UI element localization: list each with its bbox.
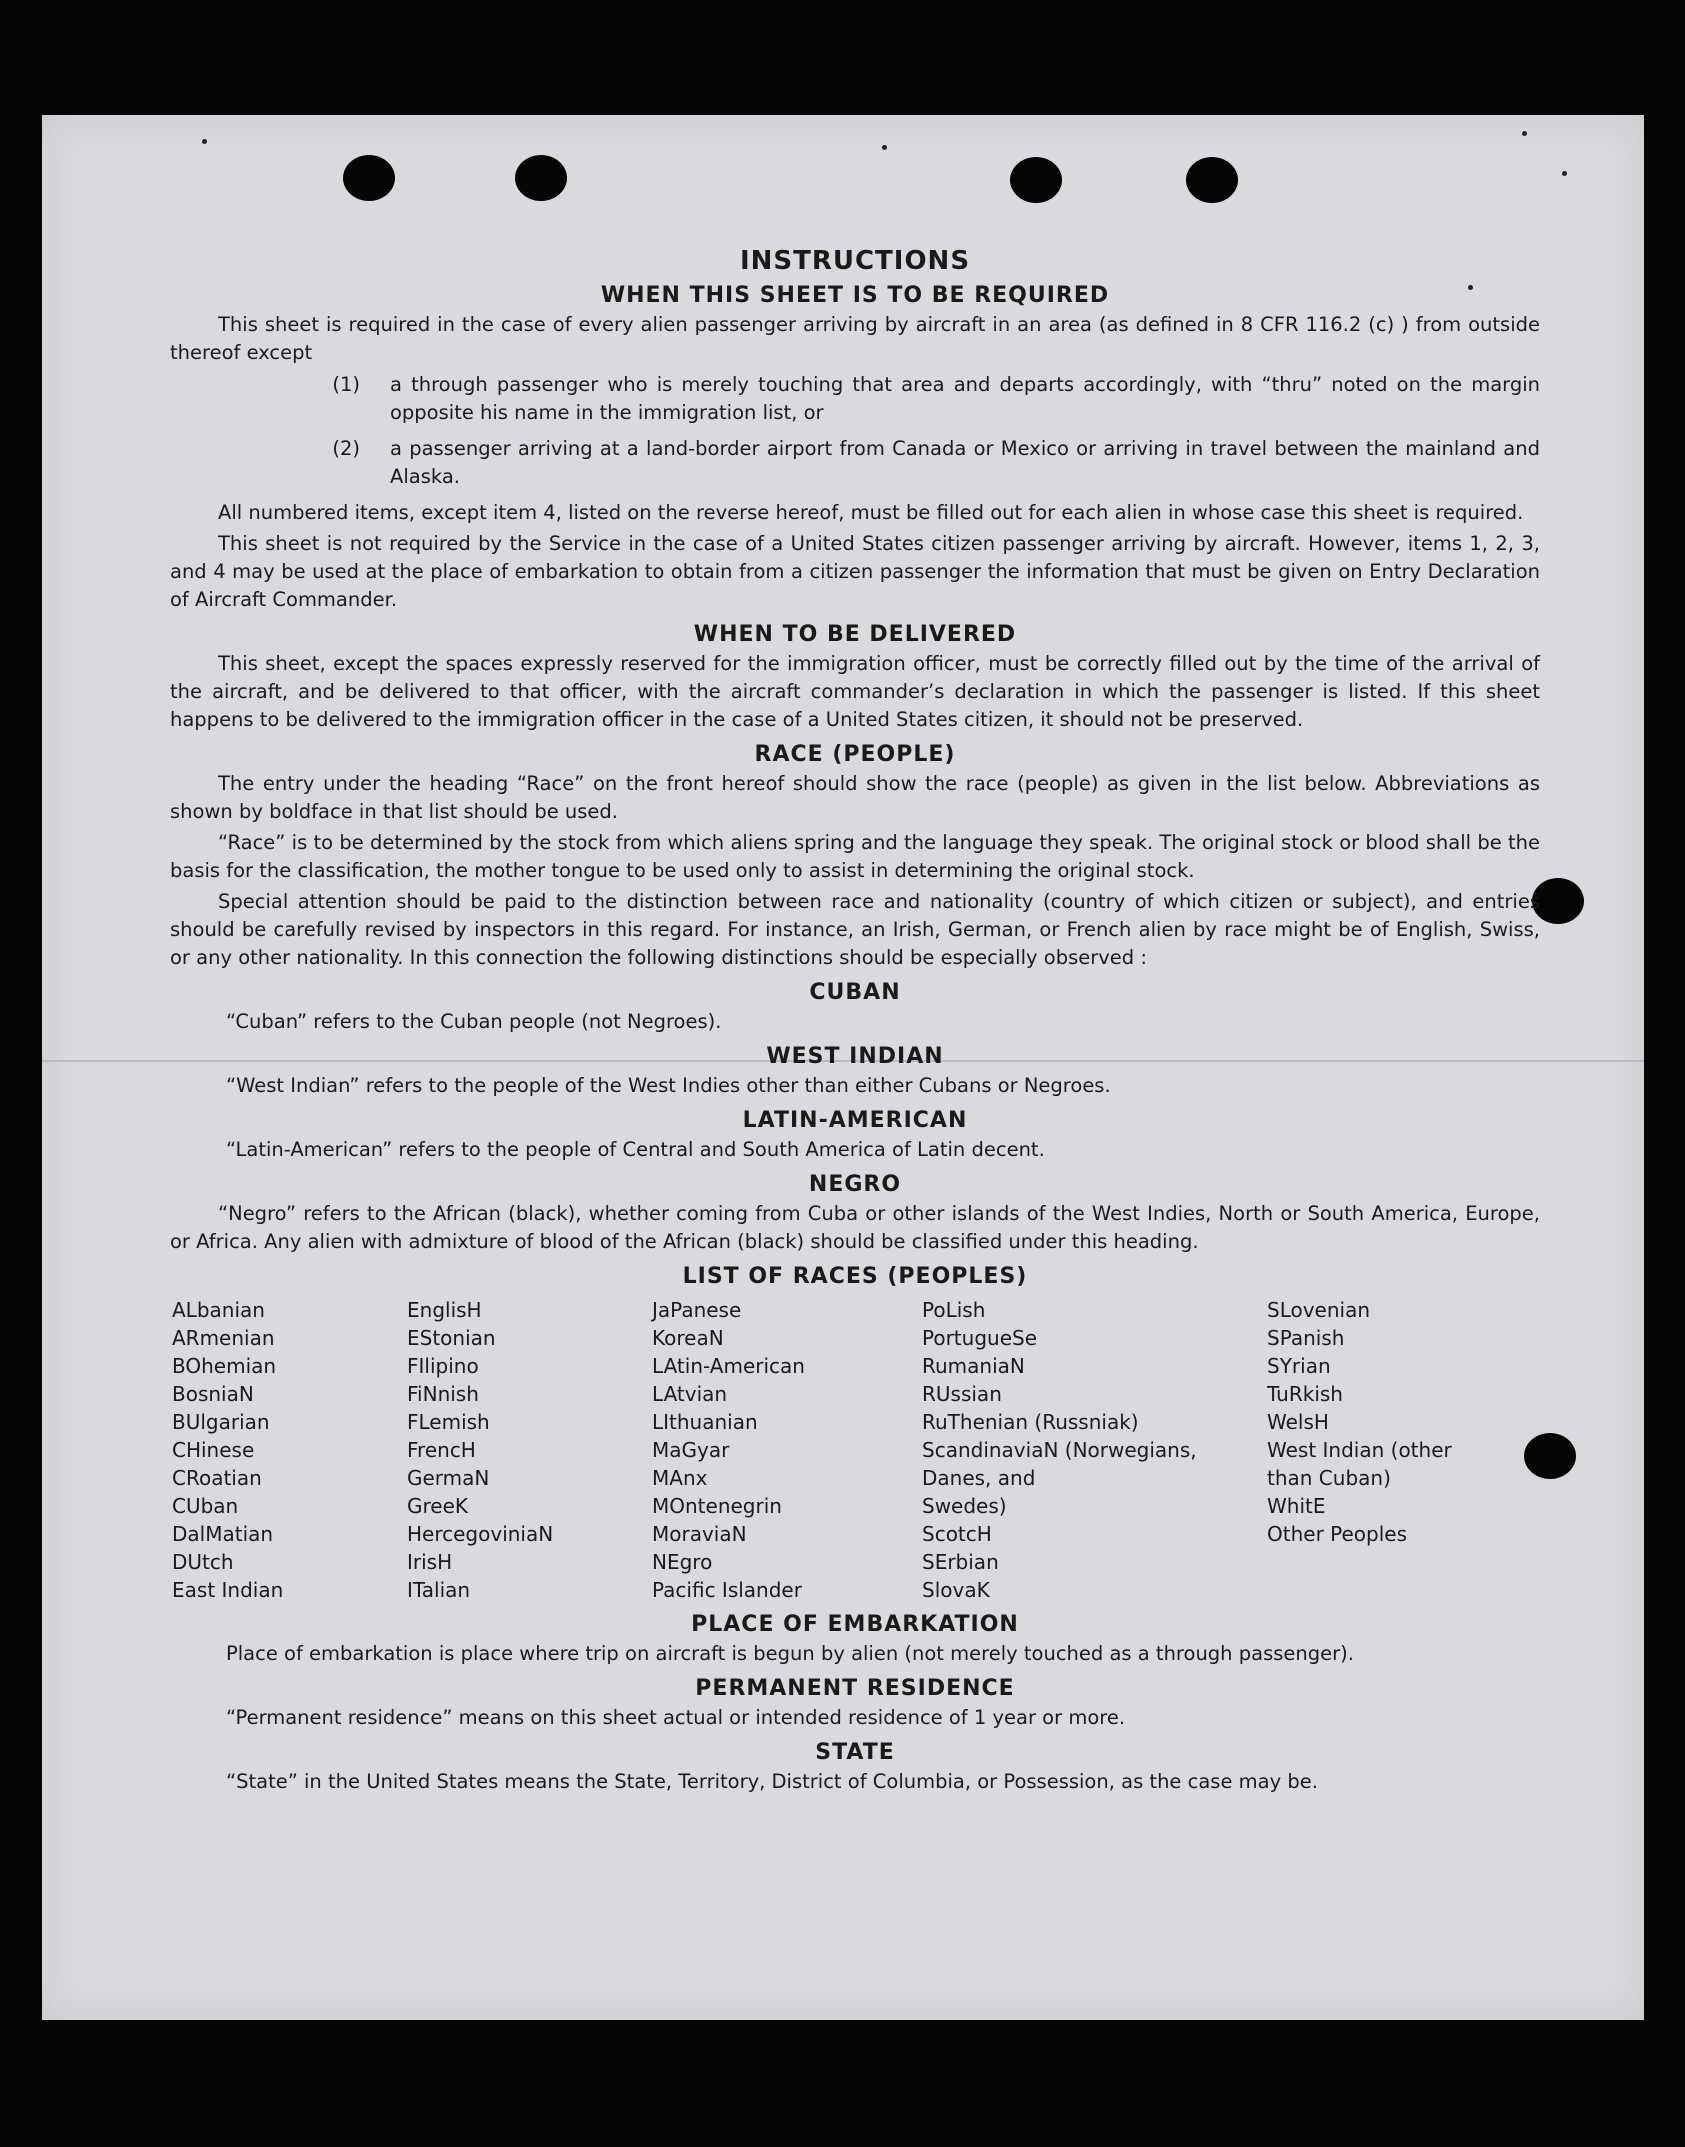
race-entry: SYrian: [1267, 1354, 1331, 1378]
race-entry: ScandinaviaN (Norwegians,: [922, 1438, 1197, 1462]
exception-item: [170, 371, 1540, 427]
race-entry: SLovenian: [1267, 1298, 1371, 1322]
race-entry: EStonian: [407, 1326, 496, 1350]
race-entry: BUlgarian: [172, 1410, 270, 1434]
race-entry: FrencH: [407, 1438, 476, 1462]
item-number: (2): [332, 437, 360, 460]
race-entry: CHinese: [172, 1438, 255, 1462]
exception-item: [170, 435, 1540, 491]
race-entry: DalMatian: [172, 1522, 274, 1546]
required-paragraph: All numbered items, except item 4, listed on the reverse hereof, must be filled out for each alien in whose case this sheet is required.: [218, 501, 1524, 524]
races-column: [172, 1296, 407, 1604]
west-indian-definition: “West Indian” refers to the people of the West Indies other than either Cubans or Negroes.: [226, 1074, 1111, 1097]
race-entry: JaPanese: [652, 1298, 742, 1322]
race-entry: MOntenegrin: [652, 1494, 782, 1518]
race-paragraph: The entry under the heading “Race” on the front hereof should show the race (people) as given in the list below. Abbreviations as shown by boldface in that list should be used.: [170, 772, 1540, 823]
section-heading-delivered: WHEN TO BE DELIVERED: [693, 622, 1017, 647]
race-entry: EnglisH: [407, 1298, 482, 1322]
race-entry: WhitE: [1267, 1494, 1326, 1518]
section-heading-embarkation: PLACE OF EMBARKATION: [691, 1612, 1019, 1637]
section-heading-required: WHEN THIS SHEET IS TO BE REQUIRED: [600, 283, 1110, 308]
race-entry: BosniaN: [172, 1382, 254, 1406]
race-entry: RUssian: [922, 1382, 1002, 1406]
race-entry: PortugueSe: [922, 1326, 1037, 1350]
race-entry: WelsH: [1267, 1410, 1329, 1434]
item-number: (1): [332, 373, 360, 396]
race-entry: PoLish: [922, 1298, 986, 1322]
section-heading-race: RACE (PEOPLE): [754, 742, 956, 767]
race-paragraph: “Race” is to be determined by the stock from which aliens spring and the language they speak. The original stock or blood shall be the basis for the classification, the mother tongue to be used only to assist in determining the original stock.: [170, 831, 1540, 882]
race-entry: MaGyar: [652, 1438, 730, 1462]
section-heading-residence: PERMANENT RESIDENCE: [695, 1676, 1015, 1701]
negro-definition: “Negro” refers to the African (black), whether coming from Cuba or other islands of the West Indies, North or South America, Europe, or Africa. Any alien with admixture of blood of the African (black) should be classified under this heading.: [170, 1202, 1540, 1253]
races-list: [172, 1296, 1540, 1604]
race-entry: Danes, and: [922, 1466, 1036, 1490]
race-entry: GreeK: [407, 1494, 469, 1518]
punch-hole: [1186, 157, 1238, 203]
race-entry: CUban: [172, 1494, 239, 1518]
race-entry: GermaN: [407, 1466, 490, 1490]
races-column: [1267, 1296, 1517, 1604]
required-paragraph: This sheet is not required by the Service in the case of a United States citizen passenger arriving by aircraft. However, items 1, 2, 3, and 4 may be used at the place of embarkation to obtain from a citizen passenger the information that must be given on Entry Declaration of Aircraft Commander.: [170, 532, 1540, 611]
race-paragraph: Special attention should be paid to the distinction between race and nationality (country of which citizen or subject), and entries should be carefully revised by inspectors in this regard. For instance, an Irish, German, or French alien by race might be of English, Swiss, or any other nationality. In this connection the following distinctions should be especially observed :: [170, 890, 1540, 969]
race-entry: West Indian (other: [1267, 1438, 1452, 1462]
residence-definition: “Permanent residence” means on this sheet actual or intended residence of 1 year or more.: [226, 1706, 1126, 1729]
race-entry: SPanish: [1267, 1326, 1345, 1350]
punch-hole: [515, 155, 567, 201]
race-entry: SErbian: [922, 1550, 999, 1574]
race-entry: FIlipino: [407, 1354, 479, 1378]
race-entry: IrisH: [407, 1550, 453, 1574]
race-entry: RumaniaN: [922, 1354, 1025, 1378]
section-heading-list-of-races: LIST OF RACES (PEOPLES): [682, 1264, 1028, 1289]
races-column: [922, 1296, 1267, 1604]
embarkation-definition: Place of embarkation is place where trip on aircraft is begun by alien (not merely touched as a through passenger).: [226, 1642, 1354, 1665]
race-entry: ScotcH: [922, 1522, 992, 1546]
race-entry: CRoatian: [172, 1466, 262, 1490]
speck: [1522, 131, 1527, 136]
race-entry: FLemish: [407, 1410, 490, 1434]
races-column: [652, 1296, 922, 1604]
race-entry: ALbanian: [172, 1298, 265, 1322]
race-entry: ARmenian: [172, 1326, 275, 1350]
cuban-definition: “Cuban” refers to the Cuban people (not Negroes).: [226, 1010, 722, 1033]
state-definition: “State” in the United States means the State, Territory, District of Columbia, or Possession, as the case may be.: [226, 1770, 1318, 1793]
section-heading-cuban: CUBAN: [809, 980, 901, 1005]
race-entry: Other Peoples: [1267, 1522, 1408, 1546]
race-entry: Pacific Islander: [652, 1578, 802, 1602]
race-entry: BOhemian: [172, 1354, 277, 1378]
race-entry: RuThenian (Russniak): [922, 1410, 1139, 1434]
race-entry: KoreaN: [652, 1326, 724, 1350]
required-intro: This sheet is required in the case of every alien passenger arriving by aircraft in an area (as defined in 8 CFR 116.2 (c) ) from outside thereof except: [170, 313, 1540, 364]
race-entry: than Cuban): [1267, 1466, 1391, 1490]
races-column: [407, 1296, 652, 1604]
race-entry: HercegoviniaN: [407, 1522, 554, 1546]
speck: [882, 145, 887, 150]
delivered-paragraph: This sheet, except the spaces expressly reserved for the immigration officer, must be correctly filled out by the time of the arrival of the aircraft, and be delivered to that officer, with the aircraft commander’s declaration in which the passenger is listed. If this sheet happens to be delivered to the immigration officer in the case of a United States citizen, it should not be preserved.: [170, 652, 1540, 731]
race-entry: DUtch: [172, 1550, 234, 1574]
instruction-sheet: [42, 115, 1644, 2020]
item-text: a passenger arriving at a land-border airport from Canada or Mexico or arriving in travel between the mainland and Alaska.: [390, 437, 1540, 488]
latin-american-definition: “Latin-American” refers to the people of Central and South America of Latin decent.: [226, 1138, 1045, 1161]
punch-hole: [1010, 157, 1062, 203]
punch-hole: [343, 155, 395, 201]
race-entry: FiNnish: [407, 1382, 479, 1406]
item-text: a through passenger who is merely touching that area and departs accordingly, with “thru” noted on the margin opposite his name in the immigration list, or: [390, 373, 1540, 424]
race-entry: East Indian: [172, 1578, 284, 1602]
race-entry: Swedes): [922, 1494, 1007, 1518]
race-entry: NEgro: [652, 1550, 713, 1574]
race-entry: ITalian: [407, 1578, 471, 1602]
section-heading-west-indian: WEST INDIAN: [766, 1044, 944, 1069]
section-heading-negro: NEGRO: [808, 1172, 902, 1197]
race-entry: LAtin-American: [652, 1354, 805, 1378]
race-entry: LIthuanian: [652, 1410, 758, 1434]
race-entry: LAtvian: [652, 1382, 728, 1406]
instructions-content: [170, 233, 1540, 1796]
race-entry: TuRkish: [1267, 1382, 1343, 1406]
race-entry: SlovaK: [922, 1578, 990, 1602]
race-entry: MAnx: [652, 1466, 708, 1490]
race-entry: MoraviaN: [652, 1522, 747, 1546]
speck: [1562, 171, 1567, 176]
page-title: INSTRUCTIONS: [739, 246, 971, 276]
section-heading-latin-american: LATIN-AMERICAN: [742, 1108, 968, 1133]
speck: [202, 139, 207, 144]
section-heading-state: STATE: [815, 1740, 895, 1765]
